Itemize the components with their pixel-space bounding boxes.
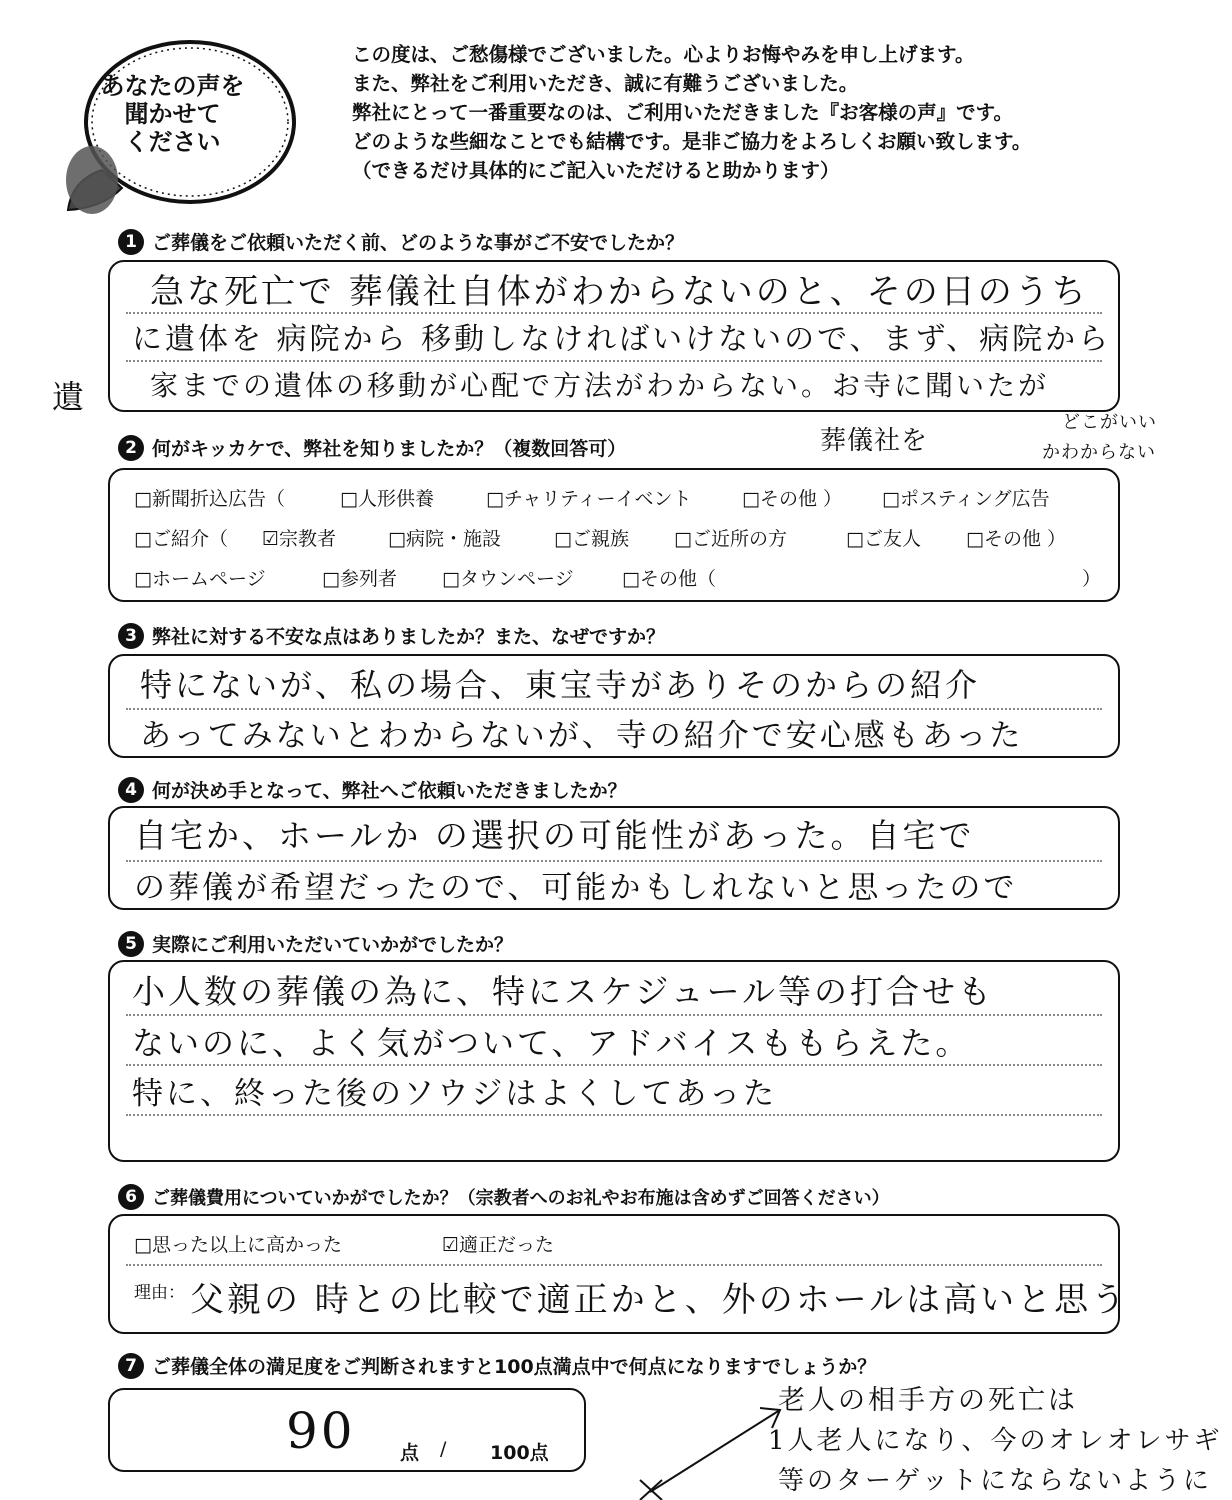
handwritten-side-note: 老人の相手方の死亡は <box>778 1385 1078 1416</box>
answer-box-6 <box>108 1214 1129 1334</box>
checkbox-relatives[interactable]: □ご親族 <box>554 528 629 550</box>
handwritten-answer: の葬儀が希望だったので、可能かもしれないと思ったので <box>134 870 1018 906</box>
question-text: 何が決め手となって、弊社へご依頼いただきましたか？ <box>152 780 627 802</box>
question-number: 5 <box>118 931 144 957</box>
question-text: ご葬儀をご依頼いただく前、どのような事がご不安でしたか？ <box>152 232 685 254</box>
handwritten-side-note: 等のターゲットにならないように <box>778 1466 1212 1496</box>
checkbox-neighbors[interactable]: □ご近所の方 <box>674 528 787 550</box>
intro-line: また、弊社をご利用いただき、誠に有難うございました。 <box>352 72 859 95</box>
handwritten-answer: に遺体を 病院から 移動しなければいけないので、まず、病院から <box>132 322 1112 357</box>
question-number: 3 <box>118 623 144 649</box>
handwritten-note: かわからない <box>1042 442 1156 463</box>
handwritten-note: どこがいい <box>1062 412 1157 433</box>
question-number: 7 <box>118 1353 144 1379</box>
checkbox-homepage[interactable]: □ホームページ <box>134 568 266 590</box>
checkbox-too-expensive[interactable]: □思った以上に高かった <box>134 1234 342 1256</box>
answer-box-3[interactable] <box>108 654 1120 758</box>
margin-note: 遺 <box>52 378 88 416</box>
checkbox-referral[interactable]: □ご紹介（ <box>134 528 228 550</box>
handwritten-answer: ないのに、よく気がついて、アドバイスももらえた。 <box>132 1024 971 1062</box>
checkbox-charity[interactable]: □チャリティーイベント <box>486 488 692 510</box>
handwritten-answer: 特にないが、私の場合、東宝寺がありそのからの紹介 <box>140 666 981 704</box>
reason-label: 理由： <box>134 1283 185 1303</box>
question-7 <box>118 1352 876 1379</box>
handwritten-answer: 小人数の葬儀の為に、特にスケジュール等の打合せも <box>132 972 995 1011</box>
checkbox-newspaper[interactable]: □新聞折込広告（ <box>134 488 285 510</box>
checkbox-doll[interactable]: □人形供養 <box>340 488 434 510</box>
handwritten-note: 葬儀社を <box>820 426 929 456</box>
handwritten-reason[interactable]: 父親の 時との比較で適正かと、外のホールは高いと思う <box>190 1280 1129 1320</box>
handwritten-answer: 家までの遺体の移動が心配で方法がわからない。お寺に聞いたが <box>150 369 1050 402</box>
checkbox-attendee[interactable]: □参列者 <box>322 568 397 590</box>
checkbox-friends[interactable]: □ご友人 <box>846 528 921 550</box>
question-text: 実際にご利用いただいていかがでしたか？ <box>152 934 514 956</box>
score-box[interactable] <box>108 1388 586 1472</box>
question-1 <box>118 228 684 255</box>
intro-line: この度は、ご愁傷様でございました。心よりお悔やみを申し上げます。 <box>352 43 975 66</box>
checkbox-other-2[interactable]: □その他 ） <box>966 528 1066 550</box>
question-5 <box>118 930 513 957</box>
score-unit: 点 <box>400 1442 420 1464</box>
question-text: ご葬儀全体の満足度をご判断されますと100点満点中で何点になりますでしょうか？ <box>152 1356 877 1378</box>
intro-line: 弊社にとって一番重要なのは、ご利用いただきました『お客様の声』です。 <box>352 101 1014 124</box>
checkbox-religious[interactable]: ☑宗教者 <box>262 528 337 550</box>
score-slash: / <box>440 1438 447 1460</box>
handwritten-answer: 特に、終った後のソウジはよくしてあった <box>132 1076 778 1112</box>
handwritten-answer: あってみないとわからないが、寺の紹介で安心感もあった <box>140 718 1024 754</box>
handwritten-side-note: 1人老人になり、今のオレオレサギ <box>768 1426 1223 1456</box>
bubble-line: 聞かせて <box>124 100 221 128</box>
handwritten-answer: 急な死亡で 葬儀社自体がわからないのと、その日のうち <box>150 272 1089 312</box>
question-number: 6 <box>118 1184 144 1210</box>
handwritten-score: 90 <box>286 1402 356 1460</box>
answer-box-1[interactable] <box>108 260 1120 412</box>
handwritten-answer: 自宅か、ホールか の選択の可能性があった。自宅で <box>134 816 975 855</box>
checkbox-other-3[interactable]: □その他（ <box>622 568 716 590</box>
question-number: 1 <box>118 229 144 255</box>
question-text: 弊社に対する不安な点はありましたか？また、なぜですか？ <box>152 626 666 648</box>
question-6 <box>118 1184 890 1210</box>
question-2 <box>118 434 626 461</box>
answer-box-4[interactable] <box>108 806 1120 910</box>
question-number: 2 <box>118 435 144 461</box>
intro-text <box>352 40 1031 185</box>
score-max: 100点 <box>490 1442 549 1464</box>
question-number: 4 <box>118 777 144 803</box>
paren-close: ） <box>1082 568 1102 590</box>
bubble-line: ください <box>124 128 221 156</box>
answer-box-2 <box>108 468 1120 602</box>
bubble-line: あなたの声を <box>100 72 245 100</box>
checkbox-hospital[interactable]: □病院・施設 <box>388 528 501 550</box>
question-text: 何がキッカケで、弊社を知りましたか？（複数回答可） <box>152 438 627 460</box>
checkbox-townpage[interactable]: □タウンページ <box>442 568 574 590</box>
intro-line: どのような些細なことでも結構です。是非ご協力をよろしくお願い致します。 <box>352 130 1032 153</box>
intro-line: （できるだけ具体的にご記入いただけると助かります） <box>352 159 840 182</box>
arrow-icon <box>630 1400 790 1500</box>
checkbox-other-1[interactable]: □その他 ） <box>742 488 842 510</box>
question-3 <box>118 622 665 649</box>
answer-box-5[interactable] <box>108 960 1120 1162</box>
question-4 <box>118 776 627 803</box>
question-text: ご葬儀費用についていかがでしたか？（宗教者へのお礼やお布施は含めずご回答ください） <box>152 1188 890 1209</box>
checkbox-posting[interactable]: □ポスティング広告 <box>882 488 1050 510</box>
checkbox-reasonable[interactable]: ☑適正だった <box>442 1234 555 1256</box>
bubble-title <box>70 72 275 156</box>
